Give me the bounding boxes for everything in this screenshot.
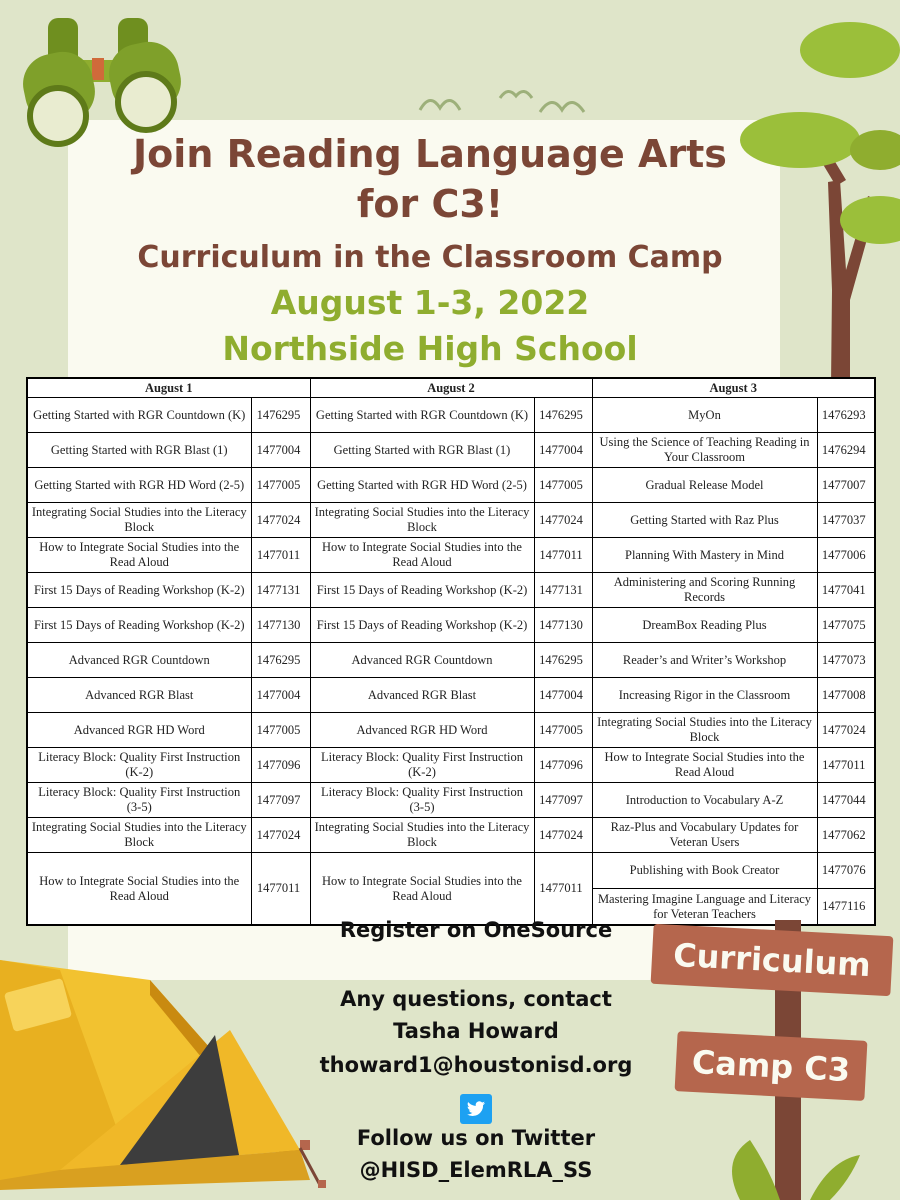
table-row bbox=[27, 398, 875, 433]
title-line-1: Join Reading Language Arts bbox=[133, 132, 727, 176]
tent-icon bbox=[0, 950, 330, 1200]
session-id: 1477097 bbox=[251, 783, 310, 818]
session-id: 1477096 bbox=[534, 748, 592, 783]
session-title: How to Integrate Social Studies into the Read Aloud bbox=[592, 748, 817, 783]
title-line-2: for C3! bbox=[356, 182, 504, 226]
session-title: Integrating Social Studies into the Literacy Block bbox=[592, 713, 817, 748]
birds-icon bbox=[400, 80, 600, 120]
session-title: How to Integrate Social Studies into the Read Aloud bbox=[310, 538, 534, 573]
session-id: 1477131 bbox=[534, 573, 592, 608]
schedule-body bbox=[27, 398, 875, 926]
session-id: 1476295 bbox=[534, 398, 592, 433]
session-title: First 15 Days of Reading Workshop (K-2) bbox=[310, 573, 534, 608]
session-title: Using the Science of Teaching Reading in Your Classroom bbox=[592, 433, 817, 468]
session-id: 1477062 bbox=[817, 818, 875, 853]
session-id: 1477044 bbox=[817, 783, 875, 818]
session-title: Getting Started with RGR HD Word (2-5) bbox=[27, 468, 251, 503]
session-id: 1477006 bbox=[817, 538, 875, 573]
session-title: How to Integrate Social Studies into the Read Aloud bbox=[27, 853, 251, 926]
session-title: Literacy Block: Quality First Instruction (K-2) bbox=[310, 748, 534, 783]
session-title: Advanced RGR HD Word bbox=[310, 713, 534, 748]
table-row bbox=[27, 783, 875, 818]
session-id: 1477024 bbox=[534, 503, 592, 538]
table-row bbox=[27, 713, 875, 748]
session-title: Advanced RGR Blast bbox=[310, 678, 534, 713]
session-id: 1477130 bbox=[534, 608, 592, 643]
session-id: 1476295 bbox=[251, 398, 310, 433]
table-row bbox=[27, 468, 875, 503]
schedule-table bbox=[26, 377, 876, 926]
table-row bbox=[27, 433, 875, 468]
event-dates: August 1-3, 2022 bbox=[270, 283, 590, 322]
session-title: DreamBox Reading Plus bbox=[592, 608, 817, 643]
session-id: 1477005 bbox=[251, 468, 310, 503]
session-title: Literacy Block: Quality First Instruction (3-5) bbox=[27, 783, 251, 818]
session-id: 1477041 bbox=[817, 573, 875, 608]
session-title: MyOn bbox=[592, 398, 817, 433]
session-title: Publishing with Book Creator bbox=[592, 853, 817, 889]
header-august-3: August 3 bbox=[592, 378, 875, 398]
session-title: How to Integrate Social Studies into the Read Aloud bbox=[310, 853, 534, 926]
session-title: Getting Started with RGR Countdown (K) bbox=[27, 398, 251, 433]
table-row bbox=[27, 853, 875, 889]
session-id: 1477011 bbox=[251, 853, 310, 926]
table-header-row bbox=[27, 378, 875, 398]
session-title: First 15 Days of Reading Workshop (K-2) bbox=[27, 608, 251, 643]
session-title: Integrating Social Studies into the Literacy Block bbox=[27, 818, 251, 853]
session-id: 1477005 bbox=[251, 713, 310, 748]
session-id: 1477004 bbox=[251, 678, 310, 713]
session-title: First 15 Days of Reading Workshop (K-2) bbox=[310, 608, 534, 643]
table-row bbox=[27, 538, 875, 573]
session-id: 1477005 bbox=[534, 468, 592, 503]
session-id: 1477004 bbox=[534, 678, 592, 713]
questions-text: Any questions, contact bbox=[340, 987, 612, 1011]
session-id: 1477024 bbox=[534, 818, 592, 853]
subtitle: Curriculum in the Classroom Camp bbox=[137, 240, 723, 275]
session-title: How to Integrate Social Studies into the Read Aloud bbox=[27, 538, 251, 573]
session-id: 1477037 bbox=[817, 503, 875, 538]
table-row bbox=[27, 503, 875, 538]
session-title: Administering and Scoring Running Records bbox=[592, 573, 817, 608]
session-id: 1477011 bbox=[534, 853, 592, 926]
session-id: 1477024 bbox=[251, 503, 310, 538]
twitter-handle[interactable]: @HISD_ElemRLA_SS bbox=[359, 1158, 593, 1182]
session-id: 1477097 bbox=[534, 783, 592, 818]
follow-text: Follow us on Twitter bbox=[356, 1126, 596, 1150]
session-id: 1477076 bbox=[817, 853, 875, 889]
session-id: 1477075 bbox=[817, 608, 875, 643]
session-id: 1477073 bbox=[817, 643, 875, 678]
session-title: Planning With Mastery in Mind bbox=[592, 538, 817, 573]
session-id: 1476294 bbox=[817, 433, 875, 468]
table-row bbox=[27, 608, 875, 643]
session-id: 1477004 bbox=[534, 433, 592, 468]
session-title: Introduction to Vocabulary A-Z bbox=[592, 783, 817, 818]
register-text: Register on OneSource bbox=[339, 918, 613, 942]
session-id: 1477008 bbox=[817, 678, 875, 713]
session-id: 1477130 bbox=[251, 608, 310, 643]
session-title: Getting Started with RGR Blast (1) bbox=[310, 433, 534, 468]
session-title: Getting Started with Raz Plus bbox=[592, 503, 817, 538]
session-id: 1477116 bbox=[817, 889, 875, 926]
session-title: Advanced RGR Blast bbox=[27, 678, 251, 713]
table-row bbox=[27, 643, 875, 678]
session-id: 1477004 bbox=[251, 433, 310, 468]
session-title: Mastering Imagine Language and Literacy for Veteran Teachers bbox=[592, 889, 817, 926]
session-id: 1476293 bbox=[817, 398, 875, 433]
session-title: Integrating Social Studies into the Literacy Block bbox=[310, 818, 534, 853]
table-row bbox=[27, 678, 875, 713]
session-title: Getting Started with RGR Blast (1) bbox=[27, 433, 251, 468]
session-id: 1477131 bbox=[251, 573, 310, 608]
session-title: Increasing Rigor in the Classroom bbox=[592, 678, 817, 713]
session-title: Integrating Social Studies into the Literacy Block bbox=[27, 503, 251, 538]
session-id: 1477096 bbox=[251, 748, 310, 783]
session-id: 1477007 bbox=[817, 468, 875, 503]
session-title: First 15 Days of Reading Workshop (K-2) bbox=[27, 573, 251, 608]
contact-email[interactable]: thoward1@houstonisd.org bbox=[319, 1053, 633, 1077]
session-title: Literacy Block: Quality First Instruction (3-5) bbox=[310, 783, 534, 818]
table-row bbox=[27, 748, 875, 783]
session-id: 1477011 bbox=[251, 538, 310, 573]
session-id: 1477011 bbox=[534, 538, 592, 573]
session-id: 1476295 bbox=[534, 643, 592, 678]
table-row bbox=[27, 573, 875, 608]
twitter-icon[interactable] bbox=[460, 1094, 492, 1124]
session-title: Advanced RGR HD Word bbox=[27, 713, 251, 748]
session-title: Getting Started with RGR HD Word (2-5) bbox=[310, 468, 534, 503]
sign-camp-c3: Camp C3 bbox=[675, 1031, 868, 1101]
session-title: Advanced RGR Countdown bbox=[310, 643, 534, 678]
header-august-1: August 1 bbox=[27, 378, 310, 398]
session-title: Advanced RGR Countdown bbox=[27, 643, 251, 678]
session-id: 1477024 bbox=[251, 818, 310, 853]
contact-name: Tasha Howard bbox=[393, 1019, 559, 1043]
session-title: Gradual Release Model bbox=[592, 468, 817, 503]
session-id: 1476295 bbox=[251, 643, 310, 678]
table-row bbox=[27, 818, 875, 853]
session-title: Getting Started with RGR Countdown (K) bbox=[310, 398, 534, 433]
session-id: 1477005 bbox=[534, 713, 592, 748]
sign-curriculum: Curriculum bbox=[651, 924, 894, 996]
session-id: 1477011 bbox=[817, 748, 875, 783]
session-title: Literacy Block: Quality First Instruction (K-2) bbox=[27, 748, 251, 783]
event-location: Northside High School bbox=[222, 329, 638, 368]
session-title: Raz-Plus and Vocabulary Updates for Veteran Users bbox=[592, 818, 817, 853]
session-id: 1477024 bbox=[817, 713, 875, 748]
session-title: Reader’s and Writer’s Workshop bbox=[592, 643, 817, 678]
session-title: Integrating Social Studies into the Literacy Block bbox=[310, 503, 534, 538]
header-august-2: August 2 bbox=[310, 378, 592, 398]
